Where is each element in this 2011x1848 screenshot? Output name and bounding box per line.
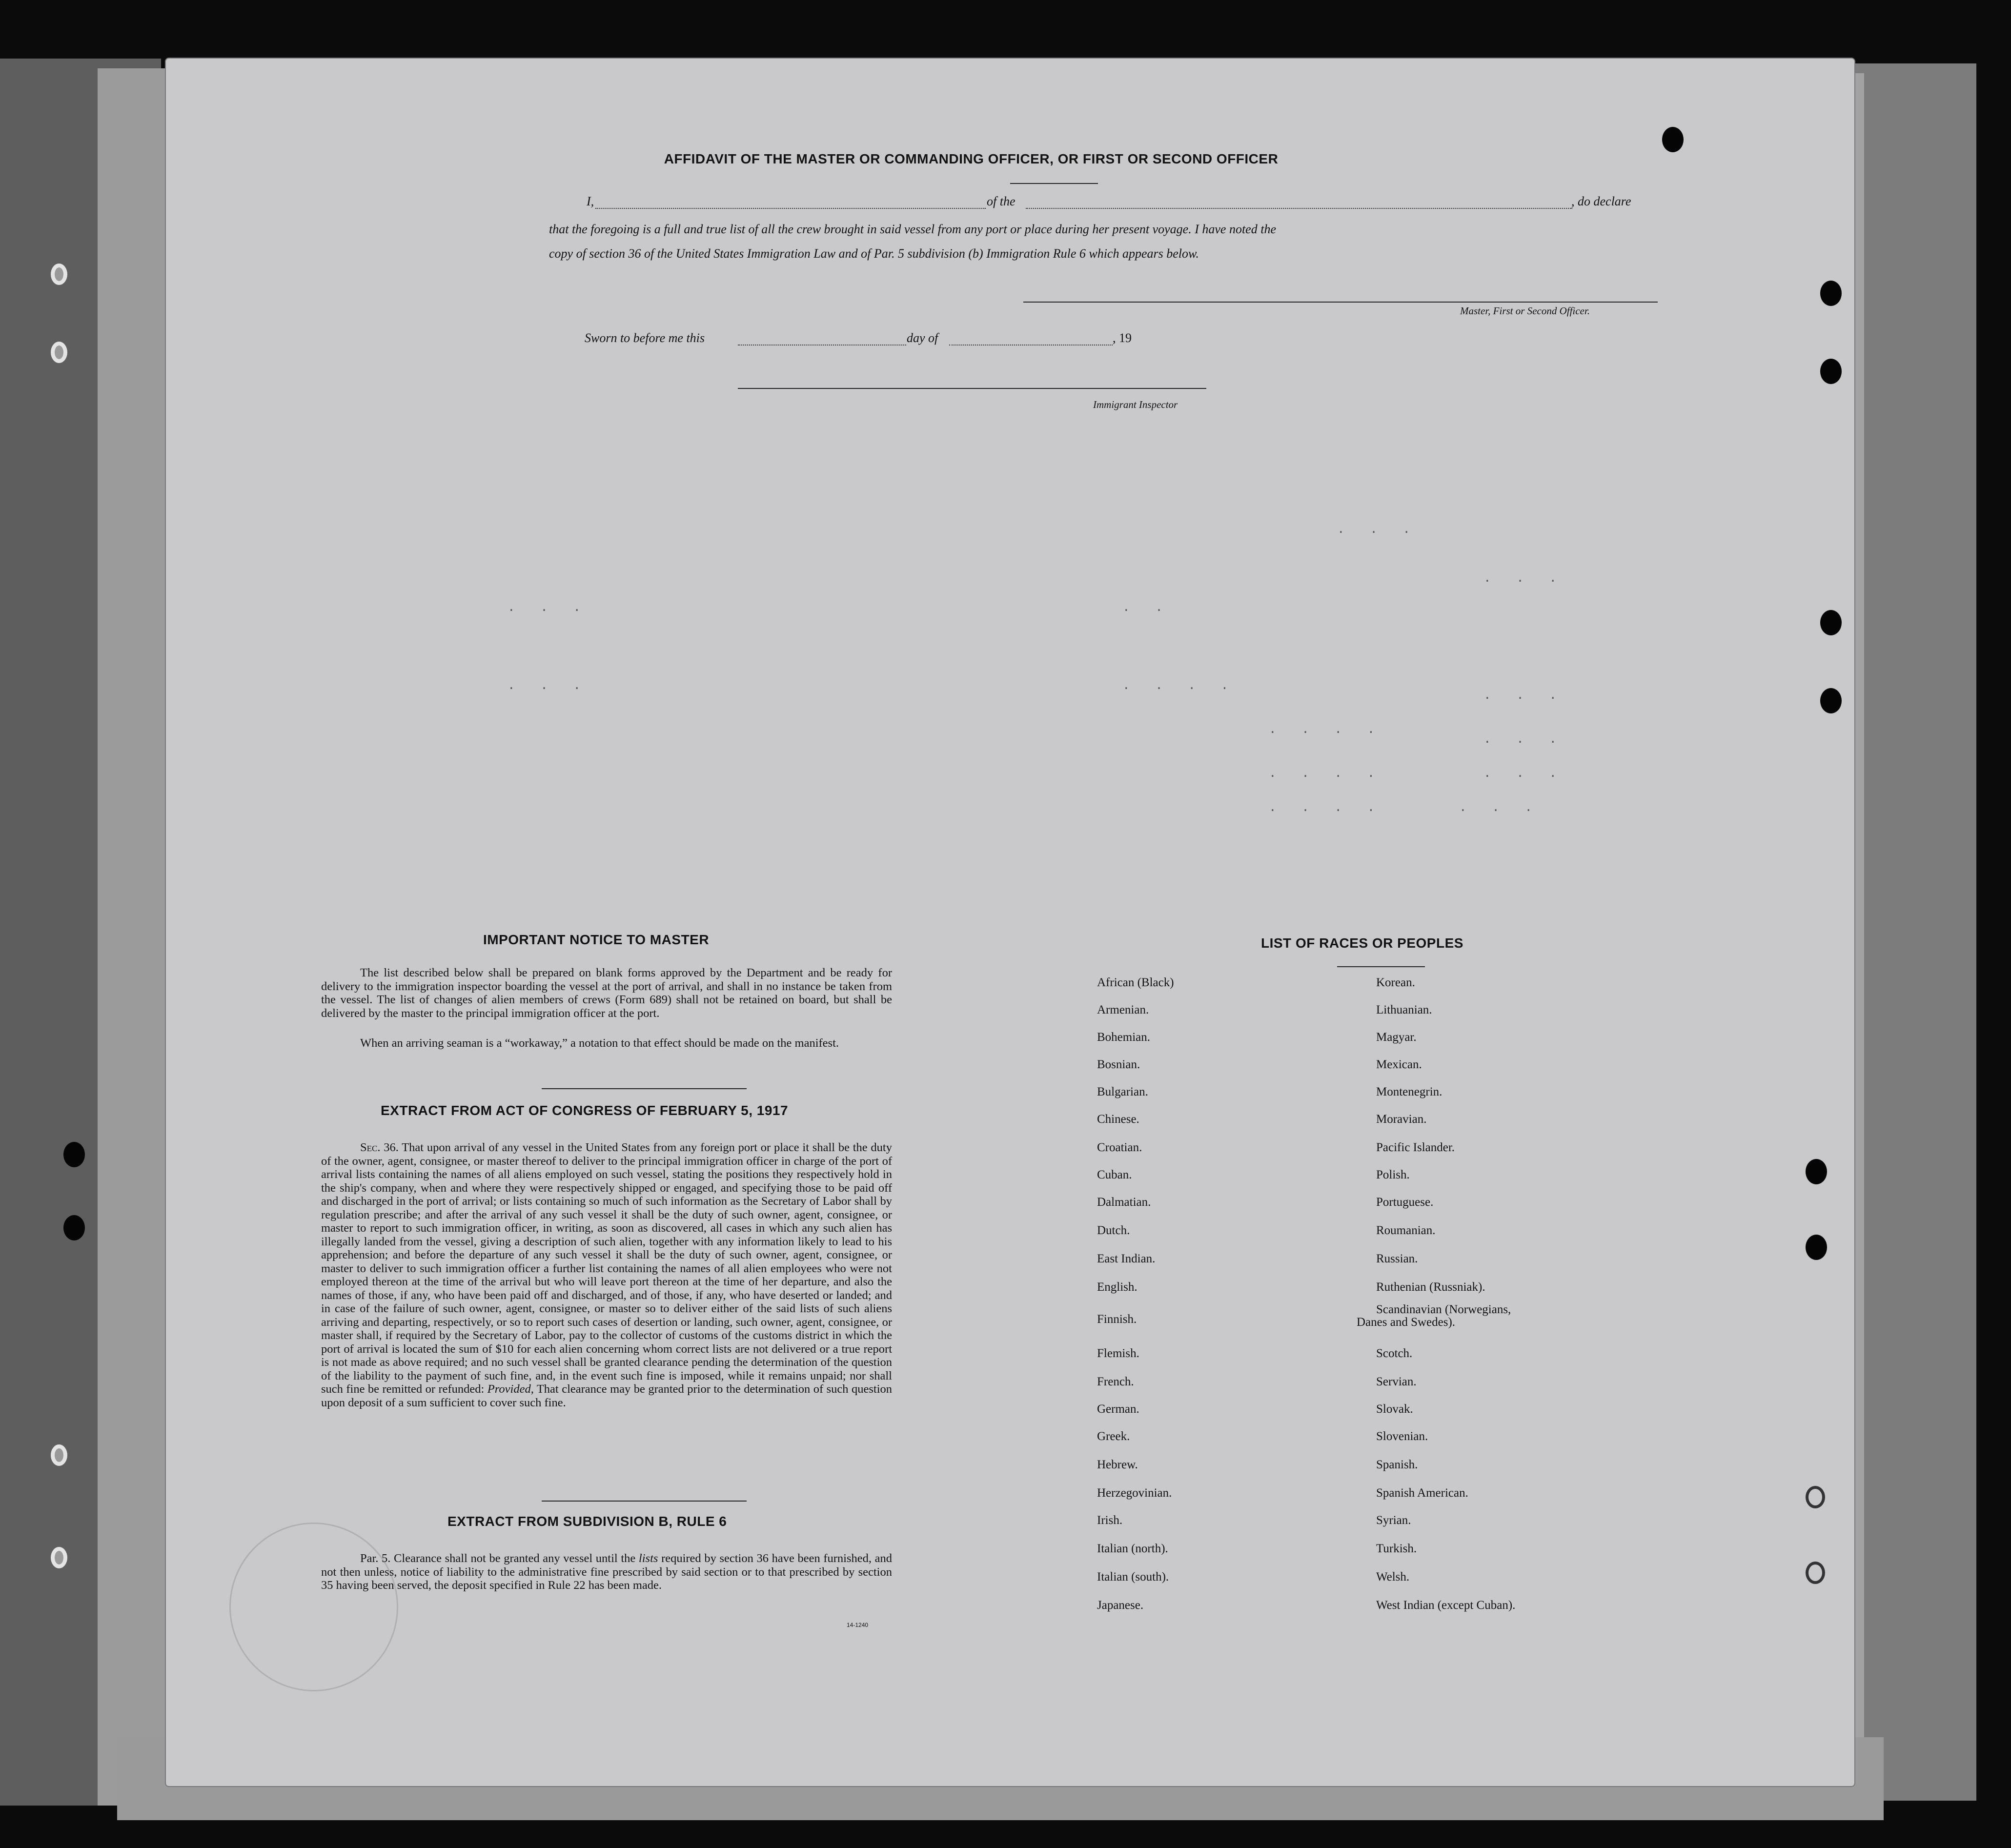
- race-item: Scandinavian (Norwegians,: [1376, 1303, 1511, 1316]
- race-item: German.: [1097, 1402, 1139, 1416]
- section-label: Sec. 36.: [360, 1141, 399, 1154]
- rule-text-part-a: Par. 5. Clearance shall not be granted any vessel until the: [360, 1552, 636, 1565]
- section-divider: [542, 1088, 747, 1089]
- race-item: Flemish.: [1097, 1347, 1139, 1360]
- race-item: Mexican.: [1376, 1058, 1422, 1071]
- year-label: , 19: [1113, 331, 1132, 345]
- bleed-through-marks: . . . .: [1269, 800, 1384, 815]
- races-title: LIST OF RACES OR PEOPLES: [1261, 935, 1463, 951]
- bleed-through-marks: . . . .: [1269, 722, 1384, 737]
- vessel-blank-line[interactable]: [1026, 208, 1572, 209]
- bleed-through-marks: . . . .: [1269, 766, 1384, 781]
- race-item: Welsh.: [1376, 1570, 1410, 1584]
- punch-hole: [1806, 1486, 1825, 1508]
- race-item: Greek.: [1097, 1430, 1130, 1443]
- form-number: 14-1240: [847, 1622, 869, 1628]
- bleed-through-marks: . . .: [1459, 800, 1542, 815]
- punch-hole: [1806, 1159, 1827, 1184]
- binder-hole: [63, 1215, 85, 1240]
- race-item: Slovenian.: [1376, 1430, 1428, 1443]
- name-blank-line[interactable]: [595, 208, 986, 209]
- race-item: Cuban.: [1097, 1168, 1132, 1181]
- race-item: French.: [1097, 1375, 1134, 1388]
- bleed-through-marks: . . .: [1483, 732, 1566, 747]
- binder-hole: [51, 342, 67, 363]
- race-item: Polish.: [1376, 1168, 1410, 1181]
- binder-hole: [51, 1547, 67, 1568]
- title-rule: [1010, 183, 1098, 184]
- affidavit-statement-line-2: that the foregoing is a full and true list of all the crew brought in said vessel from any port or place during her present voyage. I have noted the: [549, 222, 1276, 236]
- bleed-through-marks: . . . .: [1122, 678, 1238, 693]
- extract-act-text: [321, 1141, 892, 1409]
- punch-hole: [1820, 688, 1842, 713]
- race-item: Armenian.: [1097, 1003, 1149, 1016]
- race-item: Spanish American.: [1376, 1486, 1468, 1500]
- race-item: Bohemian.: [1097, 1031, 1151, 1044]
- day-of-label: day of: [907, 331, 938, 345]
- bleed-through-marks: . . .: [508, 600, 590, 615]
- race-item: Pacific Islander.: [1376, 1141, 1455, 1154]
- punch-hole: [1820, 281, 1842, 306]
- race-item: Scotch.: [1376, 1347, 1413, 1360]
- race-item: Chinese.: [1097, 1113, 1139, 1126]
- punch-hole: [1820, 610, 1842, 635]
- race-item: Spanish.: [1376, 1458, 1418, 1471]
- race-item: Lithuanian.: [1376, 1003, 1432, 1016]
- underlying-sheet-left-edge: [98, 68, 176, 1806]
- master-signature-label: Master, First or Second Officer.: [1460, 305, 1590, 317]
- race-item: Japanese.: [1097, 1599, 1144, 1612]
- extract-act-title: EXTRACT FROM ACT OF CONGRESS OF FEBRUARY 5, 1917: [381, 1103, 789, 1118]
- race-item: Finnish.: [1097, 1313, 1137, 1326]
- race-item: Irish.: [1097, 1514, 1123, 1527]
- section-36-text-end: That clearance may be granted prior to the determination of such question upon deposit of a sum sufficient to cover such fine.: [321, 1382, 893, 1409]
- race-item: Croatian.: [1097, 1141, 1142, 1154]
- notice-title: IMPORTANT NOTICE TO MASTER: [483, 932, 710, 947]
- race-item: East Indian.: [1097, 1252, 1156, 1265]
- race-item: Moravian.: [1376, 1113, 1427, 1126]
- punch-hole: [1806, 1562, 1825, 1584]
- binder-hole: [51, 264, 67, 285]
- affidavit-declare-label: , do declare: [1571, 194, 1631, 208]
- race-item: Danes and Swedes).: [1357, 1316, 1456, 1329]
- race-item: Dutch.: [1097, 1224, 1130, 1237]
- race-item: Korean.: [1376, 976, 1415, 989]
- bleed-through-marks: . . .: [1483, 766, 1566, 781]
- race-item: English.: [1097, 1280, 1138, 1294]
- race-item: Syrian.: [1376, 1514, 1411, 1527]
- manifest-page: [166, 59, 1854, 1786]
- race-item: Hebrew.: [1097, 1458, 1138, 1471]
- affidavit-i-label: I,: [587, 194, 594, 208]
- race-item: Montenegrin.: [1376, 1085, 1442, 1098]
- race-item: Italian (north).: [1097, 1542, 1168, 1555]
- sworn-label: Sworn to before me this: [585, 331, 705, 345]
- affidavit-statement-line-3: copy of section 36 of the United States Immigration Law and of Par. 5 subdivision (b) Immigration Rule 6 which appears below.: [549, 246, 1199, 261]
- rule-text-part-b: required by section 36 have been furnished, and not then unless, notice of liability to the administrative fine prescribed by said section or to that prescribed by section 35 having been served, the deposit specified in Rule 22 has been made.: [321, 1552, 893, 1592]
- race-item: African (Black): [1097, 976, 1174, 989]
- race-item: Slovak.: [1376, 1402, 1413, 1416]
- bleed-through-marks: . . .: [1483, 688, 1566, 703]
- bleed-through-marks: . . .: [1483, 571, 1566, 586]
- race-item: Magyar.: [1376, 1031, 1417, 1044]
- race-item: Roumanian.: [1376, 1224, 1436, 1237]
- binder-hole: [63, 1142, 85, 1167]
- affidavit-title: AFFIDAVIT OF THE MASTER OR COMMANDING OFFICER, OR FIRST OR SECOND OFFICER: [664, 151, 1279, 166]
- race-item: Ruthenian (Russniak).: [1376, 1280, 1485, 1294]
- affidavit-of-the-label: of the: [987, 194, 1016, 208]
- race-item: Russian.: [1376, 1252, 1418, 1265]
- race-item: Portuguese.: [1376, 1196, 1434, 1209]
- bleed-through-marks: . . .: [508, 678, 590, 693]
- faint-seal-stamp: [229, 1523, 398, 1691]
- notice-paragraph-1: The list described below shall be prepared on blank forms approved by the Department and be ready for delivery to the immigration inspector boarding the vessel at the port of arrival, and shall in no instance be taken from the vessel. The list of changes of alien members of crews (Form 689) shall not be retained on board, but shall be delivered by the master to the principal immigration officer at the port.: [321, 966, 892, 1020]
- notice-paragraph-2: When an arriving seaman is a “workaway,” a notation to that effect should be made on the manifest.: [360, 1036, 839, 1050]
- race-item: Bosnian.: [1097, 1058, 1140, 1071]
- race-item: Bulgarian.: [1097, 1085, 1148, 1098]
- provided-word: Provided,: [487, 1382, 534, 1396]
- race-item: Servian.: [1376, 1375, 1417, 1388]
- race-item: Herzegovinian.: [1097, 1486, 1172, 1500]
- races-title-rule: [1337, 966, 1425, 967]
- race-item: Dalmatian.: [1097, 1196, 1151, 1209]
- section-divider: [542, 1501, 747, 1502]
- punch-hole: [1662, 127, 1684, 152]
- master-signature-line[interactable]: [1023, 302, 1658, 303]
- extract-rule-title: EXTRACT FROM SUBDIVISION B, RULE 6: [447, 1514, 727, 1529]
- rule-lists-word: lists: [638, 1552, 658, 1565]
- bleed-through-marks: . . .: [1337, 522, 1420, 537]
- extract-rule-text: [321, 1552, 892, 1592]
- race-item: Turkish.: [1376, 1542, 1417, 1555]
- bleed-through-marks: . .: [1122, 600, 1172, 615]
- punch-hole: [1820, 359, 1842, 384]
- section-36-text: That upon arrival of any vessel in the United States from any foreign port or place it shall be the duty of the owner, agent, consignee, or master thereof to deliver to the principal immigration officer in charge of the port of arrival lists containing the names of all aliens employed on such vessel, stating the positions they respectively hold in the ship's company, when and where they were respectively shipped or engaged, and specifying those to be paid off and discharged in the port of arrival; or lists containing so much of such information as the Secretary of Labor shall by regulation prescribe; and after the arrival of any such vessel it shall be the duty of such owner, agent, consignee, or master to report to such immigration officer, in writing, as soon as discovered, all cases in which any such alien has illegally landed from the vessel, giving a description of such alien, together with any information likely to lead to his apprehension; and before the departure of any such vessel it shall be the duty of such owner, agent, consignee, or master to deliver to such immigration officer a further list containing the names of all alien employees who were not employed thereon at the time of the arrival but who will leave port thereon at the time of her departure, and also the names of those, if any, who have been paid off and discharged, and of those, if any, who have deserted or landed; and in case of the failure of such owner, agent, consignee, or master so to deliver either of the said lists of such aliens arriving and departing, respectively, or so to report such cases of desertion or landing, such owner, agent, consignee, or master shall, if required by the Secretary of Labor, pay to the collector of customs of the customs district in which the port of arrival is located the sum of $10 for each alien concerning whom correct lists are not delivered or a true report is not made as above required; and no such vessel shall be granted clearance pending the determination of the question of the liability to the payment of such fine, and, in the event such fine is imposed, while it remains unpaid; nor shall such fine be remitted or refunded:: [321, 1141, 892, 1396]
- inspector-signature-line[interactable]: [738, 388, 1206, 389]
- race-item: Italian (south).: [1097, 1570, 1169, 1584]
- binder-hole: [51, 1444, 67, 1466]
- race-item: West Indian (except Cuban).: [1376, 1599, 1516, 1612]
- punch-hole: [1806, 1235, 1827, 1260]
- inspector-label: Immigrant Inspector: [1093, 399, 1178, 410]
